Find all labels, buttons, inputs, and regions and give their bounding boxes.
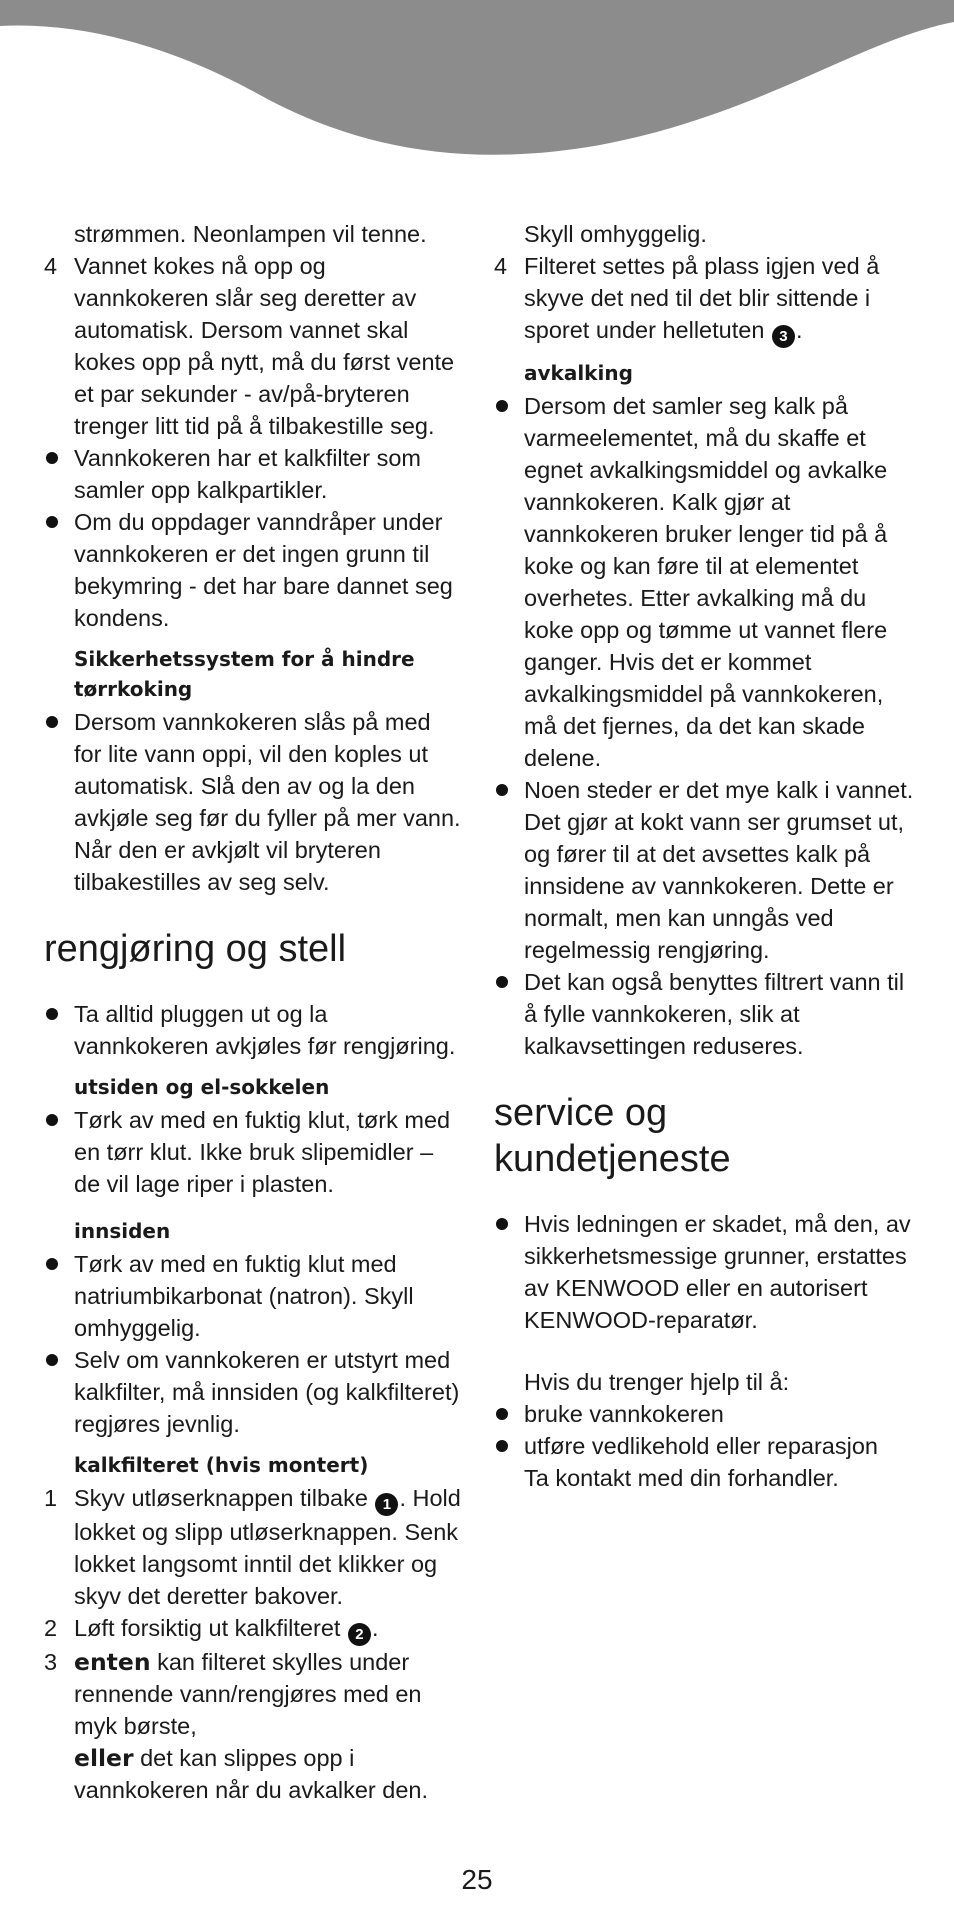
section-title-cleaning: rengjøring og stell bbox=[44, 928, 347, 970]
bullet-text: Dersom vannkokeren slås på med for lite vann oppi, vil den koples ut automatisk. Slå den av og la den avkjøle seg før du fyller på mer vann. Når den er avkjølt vil bryteren tilbakestilles av seg selv. bbox=[74, 709, 461, 895]
bullet-text: Tørk av med en fuktig klut, tørk med en tørr klut. Ikke bruk slipemidler – de vil lage riper i plasten. bbox=[74, 1107, 451, 1197]
bullet-item bbox=[44, 1344, 464, 1440]
step-text: kan filteret skylles under rennende vann/rengjøres med en myk børste, bbox=[74, 1649, 422, 1739]
figure-ref-icon: 2 bbox=[348, 1623, 371, 1646]
help-intro: Hvis du trenger hjelp til å: bbox=[524, 1369, 790, 1395]
bullet-item bbox=[494, 774, 914, 966]
step-text: . bbox=[795, 317, 803, 343]
step-number: 4 bbox=[44, 253, 58, 279]
spacer bbox=[494, 1336, 914, 1366]
subheading-outside: utsiden og el-sokkelen bbox=[74, 1075, 330, 1099]
step-number: 1 bbox=[44, 1485, 58, 1511]
step-text: Vannet kokes nå opp og vannkokeren slår seg deretter av automatisk. Dersom vannet skal kokes opp på nytt, må du først vente et par sekunder - av/på-bryteren trenger litt tid på å tilbakestille seg. bbox=[74, 253, 455, 439]
emphasis-text: enten bbox=[74, 1648, 151, 1676]
bullet-item bbox=[494, 390, 914, 774]
emphasis-text: eller bbox=[74, 1744, 134, 1772]
bullet-text: Selv om vannkokeren er utstyrt med kalkfilter, må innsiden (og kalkfilteret) regjøres jevnlig. bbox=[74, 1347, 460, 1437]
figure-ref-icon: 3 bbox=[772, 325, 795, 348]
contact-text: Ta kontakt med din forhandler. bbox=[524, 1465, 839, 1491]
page-number: 25 bbox=[461, 1864, 493, 1895]
bullet-text: Ta alltid pluggen ut og la vannkokeren avkjøles før rengjøring. bbox=[74, 1001, 456, 1059]
step-text: Filteret settes på plass igjen ved å skyve det ned til det blir sittende i sporet under helletuten bbox=[524, 253, 880, 343]
step-text: . bbox=[371, 1615, 379, 1641]
bullet-item bbox=[44, 442, 464, 506]
step-number: 2 bbox=[44, 1615, 58, 1641]
bullet-item bbox=[494, 966, 914, 1062]
step-item bbox=[44, 1612, 464, 1646]
subheading-inside: innsiden bbox=[74, 1219, 171, 1243]
header-wave-decoration bbox=[0, 0, 954, 160]
step-text: Skyv utløserknappen tilbake bbox=[74, 1485, 368, 1511]
bullet-item bbox=[494, 1208, 914, 1336]
bullet-text: bruke vannkokeren bbox=[524, 1401, 724, 1427]
step-text: Løft forsiktig ut kalkfilteret bbox=[74, 1615, 341, 1641]
left-column bbox=[44, 218, 464, 1806]
subheading-filter: kalkfilteret (hvis montert) bbox=[74, 1453, 369, 1477]
bullet-text: Hvis ledningen er skadet, må den, av sikkerhetsmessige grunner, erstattes av KENWOOD eller en autorisert KENWOOD-reparatør. bbox=[524, 1211, 911, 1333]
bullet-item bbox=[44, 998, 464, 1062]
subheading-safety: Sikkerhetssystem for å hindre tørrkoking bbox=[74, 647, 415, 701]
bullet-item bbox=[44, 1248, 464, 1344]
step-item bbox=[44, 1646, 464, 1806]
bullet-text: Vannkokeren har et kalkfilter som samler opp kalkpartikler. bbox=[74, 445, 422, 503]
figure-ref-icon: 1 bbox=[375, 1493, 398, 1516]
bullet-item bbox=[494, 1430, 914, 1462]
step-number: 4 bbox=[494, 253, 508, 279]
step-item bbox=[494, 250, 914, 348]
bullet-item bbox=[44, 1104, 464, 1200]
step-text: . Hold lokket og slipp utløserknappen. Senk lokket langsomt inntil det klikker og skyv det deretter bakover. bbox=[74, 1485, 461, 1609]
subheading-descaling: avkalking bbox=[524, 361, 633, 385]
step-item bbox=[44, 250, 464, 442]
bullet-item bbox=[44, 506, 464, 634]
bullet-text: Om du oppdager vanndråper under vannkokeren er det ingen grunn til bekymring - det har bare dannet seg kondens. bbox=[74, 509, 453, 631]
paragraph-continuation: strømmen. Neonlampen vil tenne. bbox=[74, 221, 427, 247]
bullet-text: utføre vedlikehold eller reparasjon bbox=[524, 1433, 878, 1459]
bullet-text: Det kan også benyttes filtrert vann til å fylle vannkokeren, slik at kalkavsettingen reduseres. bbox=[524, 969, 905, 1059]
bullet-text: Dersom det samler seg kalk på varmeelementet, må du skaffe et egnet avkalkingsmiddel og avkalke vannkokeren. Kalk gjør at vannkokeren bruker lenger tid på å koke og kan føre til at elementet overhetes. Etter avkalking må du koke opp og tømme ut vannet flere ganger. Hvis det er kommet avkalkingsmiddel på vannkokeren, må det fjernes, da det kan skade delene. bbox=[524, 393, 888, 771]
right-column bbox=[494, 218, 914, 1494]
step-text: det kan slippes opp i vannkokeren når du avkalker den. bbox=[74, 1745, 429, 1803]
bullet-item bbox=[494, 1398, 914, 1430]
step-item bbox=[44, 1482, 464, 1612]
paragraph-continuation: Skyll omhyggelig. bbox=[524, 221, 707, 247]
section-title-service: service og kundetjeneste bbox=[494, 1092, 731, 1180]
bullet-text: Noen steder er det mye kalk i vannet. Det gjør at kokt vann ser grumset ut, og fører til at det avsettes kalk på innsidene av vannkokeren. Dette er normalt, men kan unngås ved regelmessig rengjøring. bbox=[524, 777, 914, 963]
bullet-text: Tørk av med en fuktig klut med natriumbikarbonat (natron). Skyll omhyggelig. bbox=[74, 1251, 414, 1341]
bullet-item bbox=[44, 706, 464, 898]
step-number: 3 bbox=[44, 1649, 58, 1675]
